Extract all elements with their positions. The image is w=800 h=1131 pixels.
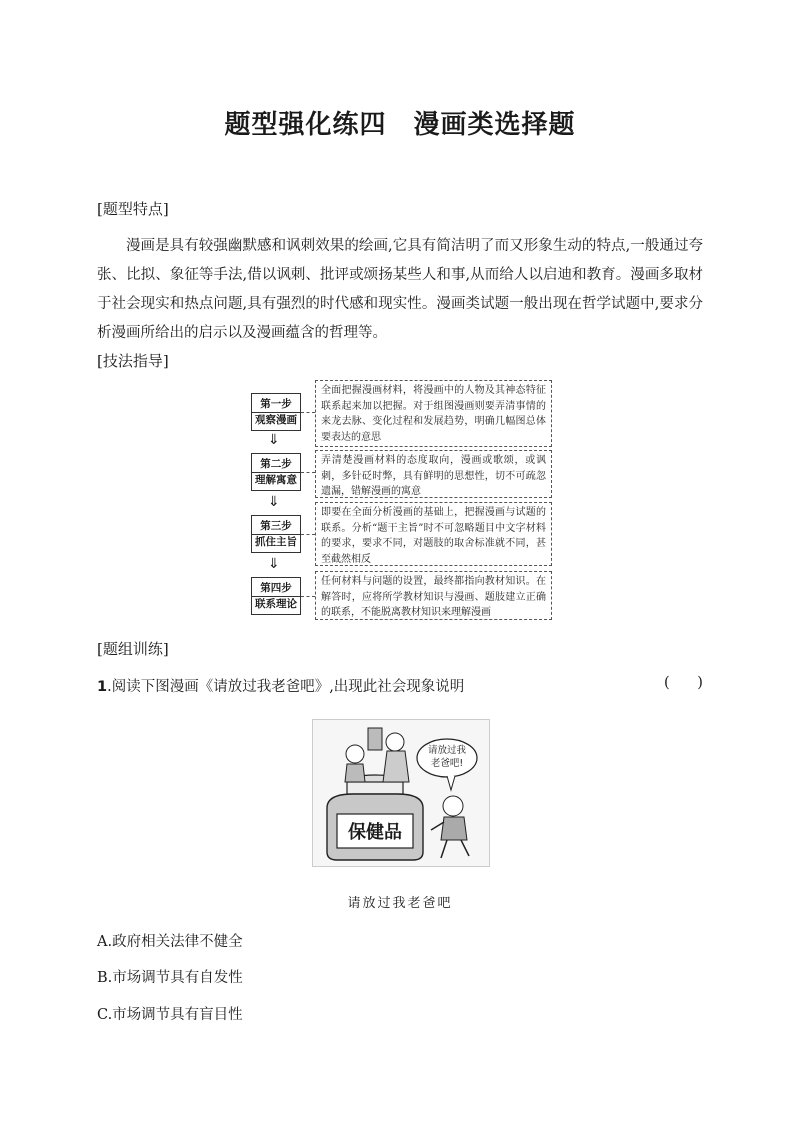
step-description-2: 弄清楚漫画材料的态度取向，漫画或歌颂，或讽刺，多针砭时弊，具有鲜明的思想性，切不可疏忽遗漏，错解漫画的寓意: [315, 450, 552, 498]
question-number: 1: [97, 679, 108, 695]
step-box-1: [251, 393, 301, 431]
down-arrow-icon: ⇓: [268, 556, 280, 572]
step-description-4: 任何材料与问题的设置，最终都指向教材知识。在解答时，应将所学教材知识与漫画、题肢建立正确的联系，不能脱离教材知识来理解漫画: [315, 571, 552, 620]
step-box-4: [251, 577, 301, 615]
option-c: C.市场调节具有盲目性: [97, 1007, 243, 1023]
step-name: 抓住主旨: [255, 535, 297, 548]
step-number: 第三步: [252, 519, 300, 535]
cartoon-caption: 请放过我老爸吧: [347, 896, 453, 911]
option-a: A.政府相关法律不健全: [97, 934, 243, 950]
step-number: 第四步: [252, 581, 300, 597]
down-arrow-icon: ⇓: [268, 494, 280, 510]
step-description-3: 即要在全面分析漫画的基础上，把握漫画与试题的联系。分析“题干主旨”时不可忽略题目中文字材料的要求，要求不同，对题肢的取舍标准就不同，甚至截然相反: [315, 502, 552, 566]
speech-bubble-text: 请放过我老爸吧!: [427, 745, 466, 769]
question-1-stem: [97, 675, 464, 696]
step-name: 观察漫画: [255, 413, 297, 426]
section-label-techniques: [技法指导]: [97, 352, 169, 370]
option-b: B.市场调节具有自发性: [97, 970, 243, 986]
step-number: 第一步: [252, 397, 300, 413]
section-label-exercises: [题组训练]: [97, 640, 169, 658]
step-number: 第二步: [252, 457, 300, 473]
connector-line: [301, 472, 315, 473]
connector-line: [301, 534, 315, 535]
step-box-2: [251, 453, 301, 491]
step-description-1: 全面把握漫画材料，将漫画中的人物及其神态特征联系起来加以把握。对于组图漫画则要弄清事情的来龙去脉、变化过程和发展趋势，明确几幅图总体要表达的意思: [315, 380, 552, 447]
page-title: 题型强化练四 漫画类选择题: [224, 110, 576, 140]
step-box-3: [251, 515, 301, 553]
question-text: .阅读下图漫画《请放过我老爸吧》,出现此社会现象说明: [107, 679, 465, 695]
answer-blank: ( ): [664, 675, 703, 691]
step-name: 联系理论: [255, 597, 297, 610]
jar-label: 保健品: [348, 822, 402, 843]
features-paragraph: 漫画是具有较强幽默感和讽刺效果的绘画,它具有简洁明了而又形象生动的特点,一般通过夸张、比拟、象征等手法,借以讽刺、批评或颂扬某些人和事,从而给人以启迪和教育。漫画多取材于社会现实和热点问题,具有强烈的时代感和现实性。漫画类试题一般出现在哲学试题中,要求分析漫画所给出的启示以及漫画蕴含的哲理等。: [97, 238, 703, 341]
step-name: 理解寓意: [255, 473, 297, 486]
connector-line: [301, 596, 315, 597]
down-arrow-icon: ⇓: [268, 432, 280, 448]
cartoon-illustration: [312, 719, 490, 867]
connector-line: [301, 412, 315, 413]
section-label-features: [题型特点]: [97, 200, 169, 218]
